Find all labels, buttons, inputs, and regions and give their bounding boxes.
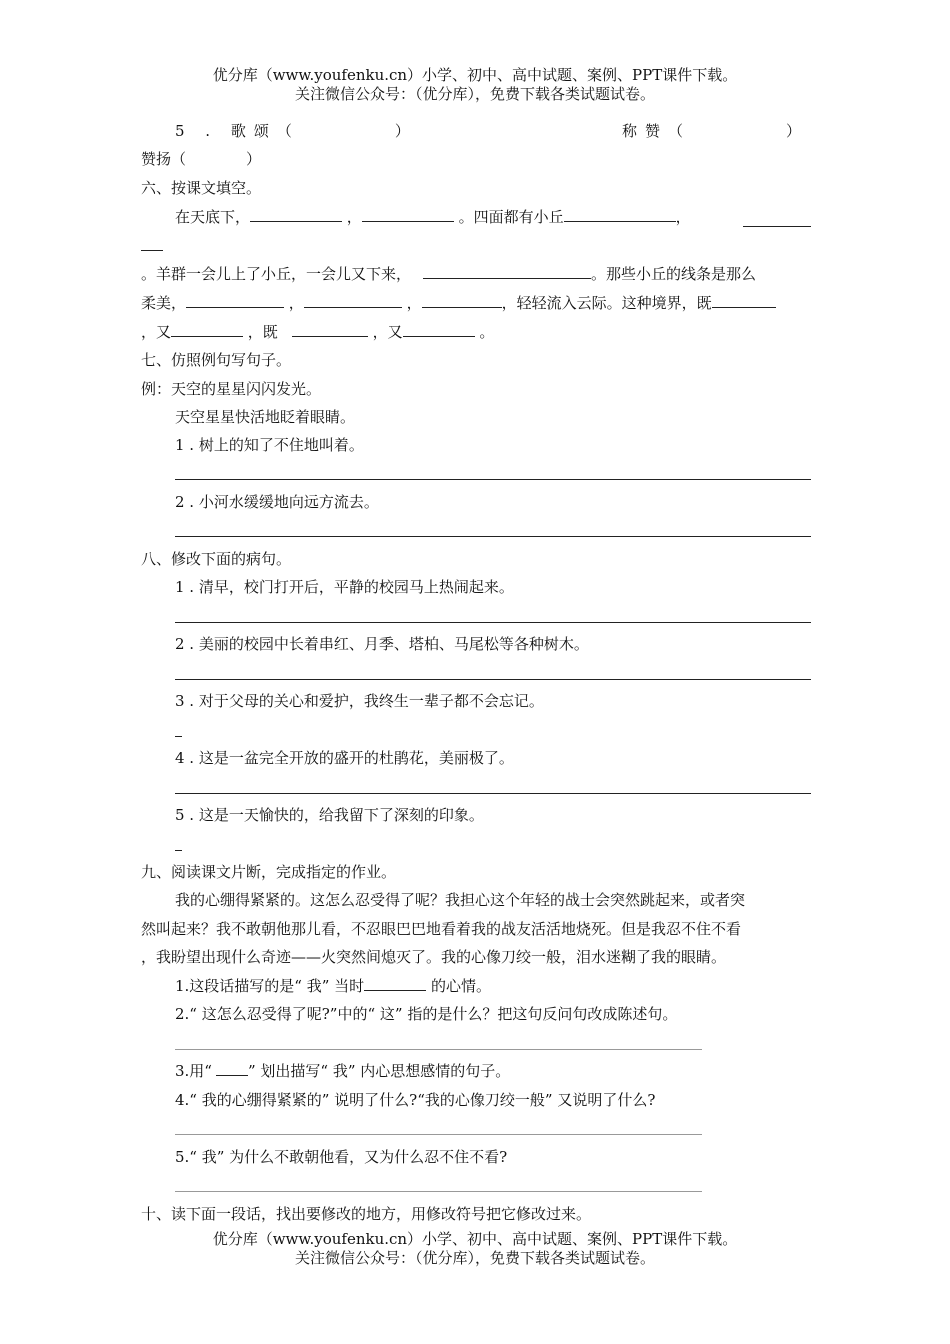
fill-blank[interactable] xyxy=(292,322,368,337)
sec8-question-3: 3 . 对于父母的关心和爱护，我终生一辈子都不会忘记。 xyxy=(175,692,544,710)
sec8-question-4: 4 . 这是一盆完全开放的盛开的杜鹃花，美丽极了。 xyxy=(175,749,514,767)
fill-blank[interactable] xyxy=(171,322,243,337)
answer-line[interactable] xyxy=(175,679,811,680)
section-8-title: 八、修改下面的病句。 xyxy=(141,550,292,568)
sec9-question-4: 4.“ 我的心绷得紧紧的” 说明了什么?“我的心像刀绞一般” 又说明了什么? xyxy=(175,1091,656,1109)
page-header-line-2: 关注微信公众号：（优分库），免费下载各类试题试卷。 xyxy=(294,85,655,103)
fill-blank-wrap[interactable] xyxy=(141,250,163,251)
fill-blank[interactable] xyxy=(564,207,676,222)
answer-line[interactable] xyxy=(175,536,811,537)
sec6-line-5: ，又 ，既 ，又 。 xyxy=(141,323,495,341)
fill-blank[interactable] xyxy=(712,293,776,308)
fill-blank[interactable] xyxy=(403,322,475,337)
answer-line[interactable] xyxy=(175,1049,702,1050)
sec7-question-1: 1 . 树上的知了不住地叫着。 xyxy=(175,436,364,454)
fill-blank[interactable] xyxy=(422,293,502,308)
fill-blank[interactable] xyxy=(423,264,591,279)
fill-blank[interactable] xyxy=(304,293,402,308)
answer-line-short[interactable] xyxy=(175,850,182,851)
sec8-question-1: 1 . 清早，校门打开后，平静的校园马上热闹起来。 xyxy=(175,578,514,596)
sec6-line-4: 柔美， ， ， ，轻轻流入云际。这种境界，既 xyxy=(141,293,776,313)
sec8-question-5: 5 . 这是一天愉快的，给我留下了深刻的印象。 xyxy=(175,806,484,824)
sec9-question-2: 2.“ 这怎么忍受得了呢?”中的“ 这” 指的是什么？把这句反问句改成陈述句。 xyxy=(175,1005,678,1023)
fill-blank[interactable] xyxy=(362,207,454,222)
section-9-title: 九、阅读课文片断，完成指定的作业。 xyxy=(141,863,397,881)
sec7-example-2: 天空星星快活地眨着眼睛。 xyxy=(175,408,356,426)
q5-gesong: 5 . 歌颂（ ） xyxy=(175,122,418,140)
section-10-title: 十、读下面一段话，找出要修改的地方，用修改符号把它修改过来。 xyxy=(141,1205,592,1223)
sec6-line-1: 在天底下， ， 。四面都有小丘 ， xyxy=(175,208,691,226)
sec9-question-3: 3.用“ ” 划出描写“ 我” 内心思想感情的句子。 xyxy=(175,1062,511,1080)
answer-line[interactable] xyxy=(175,793,811,794)
section-7-title: 七、仿照例句写句子。 xyxy=(141,351,292,369)
sec6-line-3: 。羊群一会儿上了小丘，一会儿又下来， 。那些小丘的线条是那么 xyxy=(141,265,757,283)
answer-line-short[interactable] xyxy=(175,736,182,737)
answer-line[interactable] xyxy=(175,622,811,623)
q5-zanyang: 赞扬（ ） xyxy=(141,150,262,168)
fill-blank[interactable] xyxy=(364,976,426,991)
sec7-example-1: 例：天空的星星闪闪发光。 xyxy=(141,380,322,398)
sec9-passage-line-3: ，我盼望出现什么奇迹——火突然间熄灭了。我的心像刀绞一般，泪水迷糊了我的眼睛。 xyxy=(141,948,727,966)
sec9-question-1: 1.这段话描写的是“ 我” 当时 的心情。 xyxy=(175,977,491,995)
sec7-question-2: 2 . 小河水缓缓地向远方流去。 xyxy=(175,493,379,511)
answer-line[interactable] xyxy=(175,1134,702,1135)
sec9-passage-line-2: 然叫起来？我不敢朝他那儿看，不忍眼巴巴地看着我的战友活活地烧死。但是我忍不住不看 xyxy=(141,920,742,938)
fill-blank[interactable] xyxy=(186,293,284,308)
q5-chengzan: 称赞（ ） xyxy=(622,122,810,140)
page-footer-line-1: 优分库（www.youfenku.cn）小学、初中、高中试题、案例、PPT课件下载。 xyxy=(212,1230,738,1248)
page-footer-line-2: 关注微信公众号：（优分库），免费下载各类试题试卷。 xyxy=(294,1249,655,1267)
answer-line[interactable] xyxy=(175,479,811,480)
fill-blank-tail[interactable] xyxy=(743,226,811,227)
sec9-passage-line-1: 我的心绷得紧紧的。这怎么忍受得了呢？我担心这个年轻的战士会突然跳起来，或者突 xyxy=(175,891,746,909)
fill-blank[interactable] xyxy=(250,207,342,222)
answer-line[interactable] xyxy=(175,1191,702,1192)
underline-sample xyxy=(216,1061,248,1076)
page-header-line-1: 优分库（www.youfenku.cn）小学、初中、高中试题、案例、PPT课件下载。 xyxy=(212,66,738,84)
section-6-title: 六、按课文填空。 xyxy=(141,179,262,197)
sec9-question-5: 5.“ 我” 为什么不敢朝他看，又为什么忍不住不看? xyxy=(175,1148,508,1166)
sec8-question-2: 2 . 美丽的校园中长着串红、月季、塔柏、马尾松等各种树木。 xyxy=(175,635,589,653)
